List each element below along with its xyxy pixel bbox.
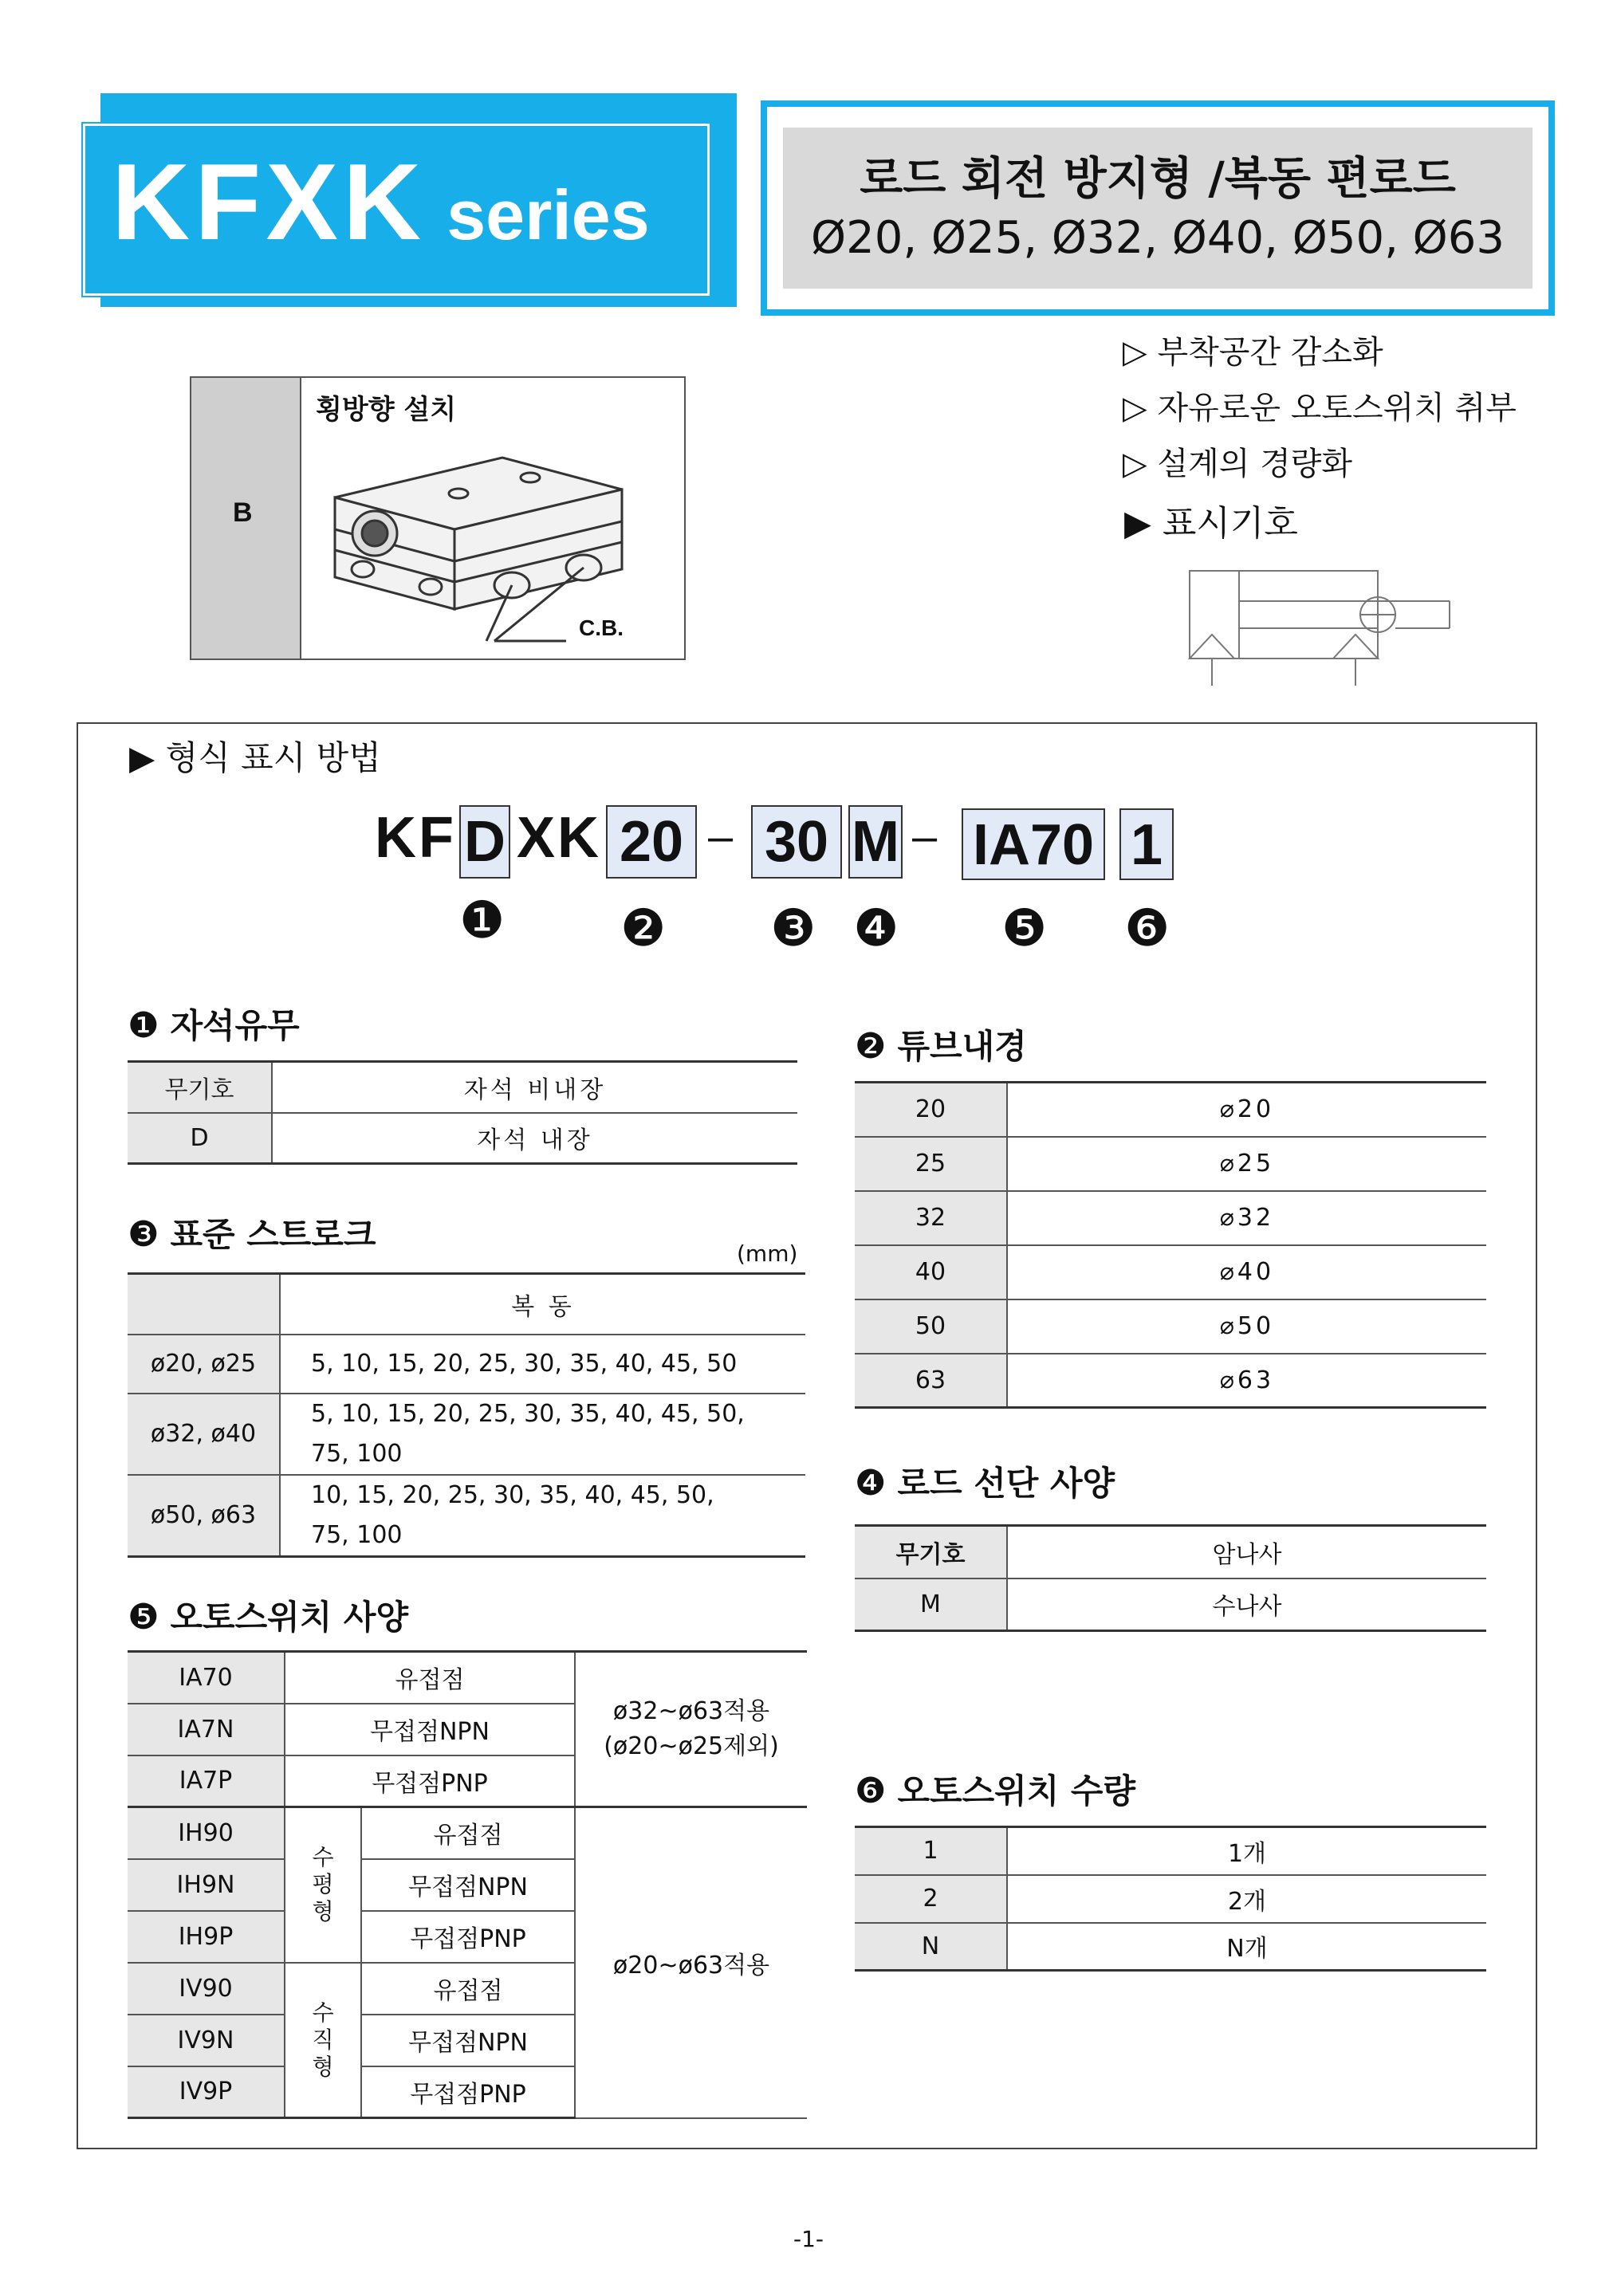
marker-4: ❹ xyxy=(853,899,899,958)
series-sub: series xyxy=(447,175,650,254)
model-section-title: ▶ 형식 표시 방법 xyxy=(129,738,381,777)
switch-code: IV90 xyxy=(128,1963,285,2015)
stroke-table xyxy=(128,1272,805,1558)
table-row xyxy=(855,1827,1486,1875)
bore-value: ⌀32 xyxy=(1007,1191,1486,1245)
code-dash-1: – xyxy=(708,811,734,861)
orientation-char: 형 xyxy=(312,2053,334,2080)
stroke-values xyxy=(280,1335,805,1394)
orientation-char: 수 xyxy=(312,1999,334,2026)
qty-value: 2개 xyxy=(1007,1875,1486,1923)
stroke-line: 75, 100 xyxy=(311,1520,403,1549)
stroke-values xyxy=(280,1475,805,1557)
section-5-number: ❺ xyxy=(128,1597,159,1637)
marker-5: ❺ xyxy=(1001,899,1048,958)
section-2-label: 튜브내경 xyxy=(897,1027,1027,1066)
table-row xyxy=(128,1113,797,1164)
qty-key: 2 xyxy=(855,1875,1007,1923)
magnet-value: 자석 내장 xyxy=(272,1113,797,1164)
bore-key: 20 xyxy=(855,1083,1007,1137)
switch-qty-table xyxy=(855,1826,1486,1972)
switch-code: IA7N xyxy=(128,1704,285,1755)
switch-code: IH9P xyxy=(128,1911,285,1963)
bore-value: ⌀25 xyxy=(1007,1137,1486,1191)
mount-code-cell xyxy=(191,378,301,659)
orientation-char: 형 xyxy=(312,1898,334,1925)
table-row xyxy=(855,1299,1486,1354)
code-mid: XK xyxy=(517,806,602,870)
stroke-key: ø32, ø40 xyxy=(128,1394,280,1475)
stroke-line: 75, 100 xyxy=(311,1439,403,1468)
switch-code: IA70 xyxy=(128,1652,285,1704)
switch-code: IH9N xyxy=(128,1859,285,1911)
table-row xyxy=(855,1245,1486,1299)
table-row xyxy=(855,1923,1486,1971)
bore-value: ⌀20 xyxy=(1007,1083,1486,1137)
code-dash-2: – xyxy=(912,811,938,861)
stroke-line: 10, 15, 20, 25, 30, 35, 40, 45, 50, xyxy=(311,1480,714,1509)
qty-key: N xyxy=(855,1923,1007,1971)
symbol-label: ▶ 표시기호 xyxy=(1124,503,1298,544)
switch-type: 무접점NPN xyxy=(285,1704,575,1755)
orientation-vertical xyxy=(285,1963,361,2118)
section-1-title xyxy=(128,1000,300,1048)
section-3-label: 표준 스트로크 xyxy=(170,1215,376,1254)
switch-type: 무접점NPN xyxy=(361,2015,575,2066)
switch-note-1 xyxy=(575,1652,807,1807)
switch-code: IA7P xyxy=(128,1755,285,1807)
stroke-values xyxy=(280,1394,805,1475)
magnet-key: 무기호 xyxy=(128,1062,272,1113)
mount-code: B xyxy=(233,497,253,528)
section-3-title xyxy=(128,1209,376,1256)
rod-end-key: 무기호 xyxy=(855,1526,1007,1578)
code-box-switch: IA70 xyxy=(962,808,1105,880)
marker-3: ❸ xyxy=(770,899,816,958)
orientation-char: 평 xyxy=(312,1871,334,1898)
marker-1: ❶ xyxy=(459,891,506,950)
table-row xyxy=(128,1652,807,1704)
switch-type: 유접점 xyxy=(285,1652,575,1704)
table-row xyxy=(128,1274,805,1335)
feature-item-2: ▷ 자유로운 오토스위치 취부 xyxy=(1123,390,1517,427)
stroke-header-blank xyxy=(128,1274,280,1335)
header-title-box xyxy=(761,100,1555,316)
switch-note-line: (ø20~ø25제외) xyxy=(604,1732,779,1760)
series-title xyxy=(112,140,650,264)
section-3-number: ❸ xyxy=(128,1214,159,1255)
marker-2: ❷ xyxy=(620,899,667,958)
bore-key: 50 xyxy=(855,1299,1007,1354)
bore-table xyxy=(855,1081,1486,1409)
bore-value: ⌀63 xyxy=(1007,1354,1486,1408)
table-row xyxy=(855,1526,1486,1578)
switch-type: 유접점 xyxy=(361,1963,575,2015)
bore-key: 25 xyxy=(855,1137,1007,1191)
code-box-bore: 20 xyxy=(606,805,697,879)
bore-key: 40 xyxy=(855,1245,1007,1299)
code-prefix: KF xyxy=(375,806,456,870)
table-row xyxy=(128,1335,805,1394)
table-row xyxy=(855,1578,1486,1631)
autoswitch-table xyxy=(128,1650,807,2119)
bore-value: ⌀40 xyxy=(1007,1245,1486,1299)
section-5-title xyxy=(128,1591,408,1639)
rod-end-table xyxy=(855,1524,1486,1632)
section-6-number: ❻ xyxy=(855,1771,887,1811)
table-row xyxy=(855,1875,1486,1923)
qty-value: N개 xyxy=(1007,1923,1486,1971)
code-box-qty: 1 xyxy=(1119,808,1174,880)
switch-code: IV9P xyxy=(128,2066,285,2118)
switch-type: 무접점PNP xyxy=(361,2066,575,2118)
orientation-horizontal xyxy=(285,1807,361,1963)
switch-type: 무접점PNP xyxy=(285,1755,575,1807)
stroke-line: 5, 10, 15, 20, 25, 30, 35, 40, 45, 50 xyxy=(311,1350,738,1378)
bore-sizes: Ø20, Ø25, Ø32, Ø40, Ø50, Ø63 xyxy=(810,212,1505,264)
feature-item-1: ▷ 부착공간 감소화 xyxy=(1123,334,1383,371)
section-1-number: ❶ xyxy=(128,1005,159,1046)
table-row xyxy=(128,1394,805,1475)
series-main: KFXK xyxy=(112,141,427,262)
table-row xyxy=(855,1083,1486,1137)
cylinder-symbol-icon xyxy=(1188,568,1459,687)
table-row xyxy=(128,1807,807,1859)
switch-type: 유접점 xyxy=(361,1807,575,1859)
section-1-label: 자석유무 xyxy=(170,1006,300,1045)
section-4-title xyxy=(855,1457,1115,1505)
switch-note-line: ø32~ø63적용 xyxy=(612,1697,770,1725)
marker-6: ❻ xyxy=(1124,899,1170,958)
page-number: -1- xyxy=(793,2226,824,2252)
section-4-label: 로드 선단 사양 xyxy=(897,1464,1115,1503)
bore-key: 63 xyxy=(855,1354,1007,1408)
bore-key: 32 xyxy=(855,1191,1007,1245)
section-2-title xyxy=(855,1020,1027,1068)
switch-type: 무접점NPN xyxy=(361,1859,575,1911)
switch-code: IV9N xyxy=(128,2015,285,2066)
section-2-number: ❷ xyxy=(855,1026,887,1067)
header-title-panel xyxy=(783,128,1532,289)
feature-item-3: ▷ 설계의 경량화 xyxy=(1123,446,1353,482)
section-6-label: 오토스위치 수량 xyxy=(897,1771,1136,1810)
rod-end-value: 수나사 xyxy=(1007,1578,1486,1631)
hole-label: C.B. xyxy=(579,615,624,640)
stroke-header: 복 동 xyxy=(280,1274,805,1335)
section-6-title xyxy=(855,1765,1135,1813)
stroke-key: ø50, ø63 xyxy=(128,1475,280,1557)
table-row xyxy=(855,1354,1486,1408)
code-box-rod-end: M xyxy=(848,805,903,879)
table-row xyxy=(128,1475,805,1557)
bore-value: ⌀50 xyxy=(1007,1299,1486,1354)
stroke-line: 5, 10, 15, 20, 25, 30, 35, 40, 45, 50, xyxy=(311,1399,745,1428)
table-row xyxy=(855,1191,1486,1245)
magnet-key: D xyxy=(128,1113,272,1164)
switch-note-2: ø20~ø63적용 xyxy=(575,1807,807,2118)
code-box-magnet: D xyxy=(459,805,510,879)
stroke-key: ø20, ø25 xyxy=(128,1335,280,1394)
section-5-label: 오토스위치 사양 xyxy=(170,1598,409,1637)
rod-end-value: 암나사 xyxy=(1007,1526,1486,1578)
qty-value: 1개 xyxy=(1007,1827,1486,1875)
section-4-number: ❹ xyxy=(855,1463,887,1504)
table-row xyxy=(128,1062,797,1113)
mount-title: 횡방향 설치 xyxy=(316,394,457,426)
code-box-stroke: 30 xyxy=(751,805,842,879)
qty-key: 1 xyxy=(855,1827,1007,1875)
switch-type: 무접점PNP xyxy=(361,1911,575,1963)
switch-code: IH90 xyxy=(128,1807,285,1859)
orientation-char: 직 xyxy=(312,2026,334,2053)
orientation-char: 수 xyxy=(312,1844,334,1871)
rod-end-key: M xyxy=(855,1578,1007,1631)
product-title: 로드 회전 방지형 /복동 편로드 xyxy=(860,153,1456,205)
stroke-unit: (mm) xyxy=(737,1240,798,1267)
product-image-box xyxy=(190,376,686,660)
magnet-table xyxy=(128,1060,797,1165)
magnet-value: 자석 비내장 xyxy=(272,1062,797,1113)
table-row xyxy=(855,1137,1486,1191)
